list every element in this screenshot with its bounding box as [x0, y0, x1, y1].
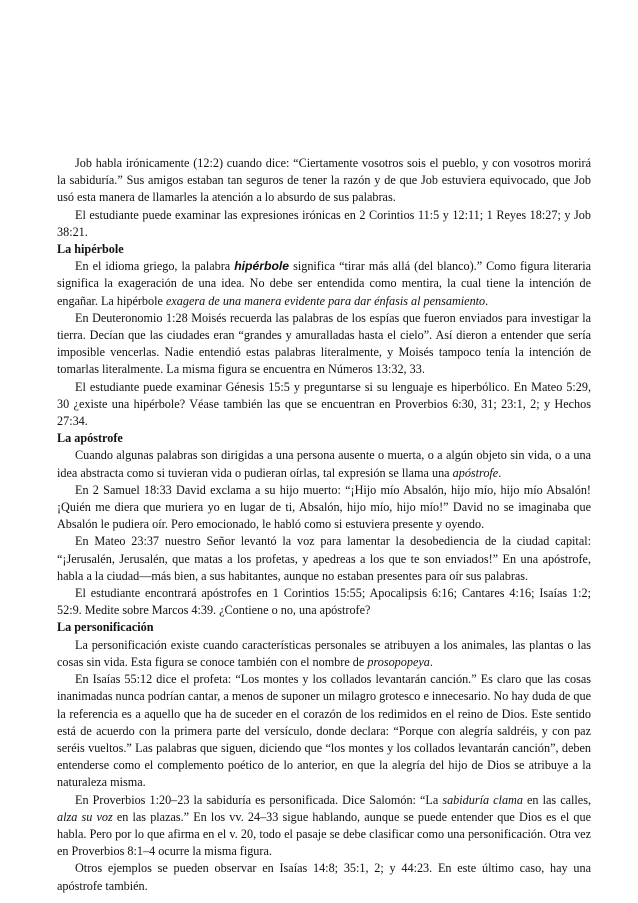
text: En Proverbios 1:20–23 la sabiduría es personificada. Dice Salomón: “La: [75, 792, 443, 807]
paragraph: En 2 Samuel 18:33 David exclama a su hijo muerto: “¡Hijo mío Absalón, hijo mío, hijo mío Absalón! ¡Quién me diera que muriera yo en lugar de ti, Absalón, hijo mío, hijo mío!” David no se imaginaba que Absalón le pudiera oír. Pero emocionado, le habló como si estuviera presente y oyendo.: [57, 482, 591, 532]
emphasis: alza su voz: [57, 809, 113, 824]
text: .: [485, 293, 489, 308]
emphasis: apóstrofe: [452, 465, 499, 480]
paragraph: El estudiante puede examinar las expresiones irónicas en 2 Corintios 11:5 y 12:11; 1 Reyes 18:27; y Job 38:21.: [57, 207, 591, 239]
paragraph: [57, 637, 591, 671]
paragraph: [57, 447, 591, 481]
section-heading-hiperbole: La hipérbole: [57, 242, 124, 257]
emphasis: prosopopeya: [367, 654, 430, 669]
paragraph: El estudiante encontrará apóstrofes en 1 Corintios 15:55; Apocalipsis 6:16; Cantares 4:16; Isaías 1:2; 52:9. Medite sobre Marcos 4:39. ¿Contiene o no, una apóstrofe?: [57, 586, 591, 618]
text: en las calles,: [522, 792, 591, 807]
paragraph: [57, 792, 591, 861]
text: .: [429, 654, 433, 669]
text: La personificación existe cuando características personales se atribuyen a los animales, las plantas o las cosas sin vida. Esta figura se conoce también con el nombre de: [57, 637, 591, 669]
section-heading-personificacion: La personificación: [57, 620, 154, 635]
document-body: [57, 155, 591, 895]
text: Cuando algunas palabras son dirigidas a una persona ausente o muerta, o a algún objeto sin vida, o a una idea abstracta como si tuvieran vida o pudieran oírlas, tal expresión se llama una: [57, 448, 591, 480]
text: significa “tirar más allá (del blanco).” Como figura literaria significa la exageración de una idea. No debe ser entendida como mentira, la cual tiene la intención de engañar. La hipérbole: [57, 259, 591, 308]
paragraph: Otros ejemplos se pueden observar en Isaías 14:8; 35:1, 2; y 44:23. En este último caso, hay una apóstrofe también.: [57, 861, 591, 893]
paragraph: En Mateo 23:37 nuestro Señor levantó la voz para lamentar la desobediencia de la ciudad capital: “¡Jerusalén, Jerusalén, que matas a los profetas, y apedreas a los que te son enviados!” En una apóstrofe, habla a la ciudad—más bien, a sus habitantes, aunque no estaban presentes para oír sus palabras.: [57, 534, 591, 583]
paragraph: En Isaías 55:12 dice el profeta: “Los montes y los collados levantarán canción.” Es claro que las cosas inanimadas nunca podrían cantar, a menos de suponer un milagro grotesco e innecesario. No hay duda de que la referencia es a aquello que ha de suceder en el corazón de los redimidos en el reino de Dios. Este sentido está de acuerdo con la primera parte del versículo, donde declara: “Porque con alegría saldréis, y con paz seréis vueltos.” Las palabras que siguen, diciendo que “los montes y los collados levantarán canción”, deben entenderse como el complemento poético de lo anterior, en que la alegría del hijo de Dios se atribuye a la naturaleza misma.: [57, 672, 591, 790]
text: En el idioma griego, la palabra: [75, 259, 235, 274]
paragraph: El estudiante puede examinar Génesis 15:5 y preguntarse si su lenguaje es hiperbólico. En Mateo 5:29, 30 ¿existe una hipérbole? Véase también las que se encuentran en Proverbios 6:30, 31; 23:1, 2; y Hechos 27:34.: [57, 379, 591, 429]
paragraph: En Deuteronomio 1:28 Moisés recuerda las palabras de los espías que fueron enviados para investigar la tierra. Decían que las ciudades eran “grandes y amuralladas hasta el cielo”. Así dieron a entender que sería imposible vencerlas. Nadie entendió estas palabras literalmente, y Moisés tampoco tenía la intención de tomarlas literalmente. La misma figura se encuentra en Números 13:32, 33.: [57, 310, 591, 377]
section-heading-apostrofe: La apóstrofe: [57, 431, 123, 446]
paragraph: [57, 258, 591, 310]
text: en las plazas.” En los vv. 24–33 sigue hablando, aunque se puede entender que Dios es el que habla. Pero por lo que afirma en el v. 20, todo el pasaje se debe clasificar como una personificación. Otra vez en Proverbios 8:1–4 ocurre la misma figura.: [57, 809, 591, 859]
emphasis: exagera de una manera evidente para dar énfasis al pensamiento: [165, 293, 486, 308]
paragraph: Job habla irónicamente (12:2) cuando dice: “Ciertamente vosotros sois el pueblo, y con vosotros morirá la sabiduría.” Sus amigos estaban tan seguros de tener la razón y de que Job estuviera equivocado, que Job usó esta manera de llamarles la atención a lo absurdo de sus palabras.: [57, 156, 591, 205]
text: .: [498, 465, 502, 480]
emphasis: sabiduría clama: [442, 792, 523, 807]
term-hiperbole: hipérbole: [234, 259, 290, 274]
